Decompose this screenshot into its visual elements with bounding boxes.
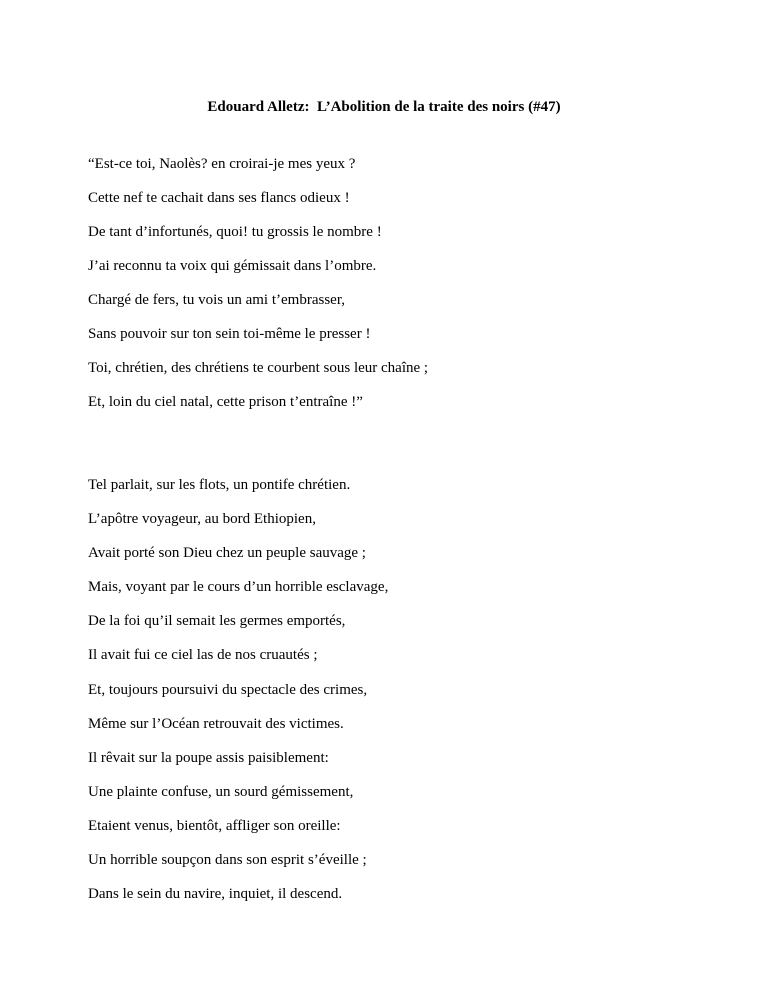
poem-line: De la foi qu’il semait les germes emportés, (88, 613, 346, 630)
poem-line: Etaient venus, bientôt, affliger son oreille: (88, 817, 341, 834)
poem-line: Mais, voyant par le cours d’un horrible esclavage, (88, 579, 389, 596)
poem-line: Un horrible soupçon dans son esprit s’éveille ; (88, 852, 367, 869)
poem-line: Avait porté son Dieu chez un peuple sauvage ; (88, 545, 366, 562)
poem-line: Une plainte confuse, un sourd gémissement, (88, 783, 354, 800)
poem-line: Cette nef te cachait dans ses flancs odieux ! (88, 190, 350, 206)
poem-line: Et, loin du ciel natal, cette prison t’entraîne !” (88, 394, 363, 410)
poem-line: Tel parlait, sur les flots, un pontife chrétien. (88, 477, 351, 493)
poem-line: De tant d’infortunés, quoi! tu grossis le nombre ! (88, 224, 382, 240)
document-title: Edouard Alletz: L’Abolition de la traite des noirs (#47) (207, 99, 561, 115)
poem-stanza-1 (88, 155, 428, 427)
poem-line: L’apôtre voyageur, au bord Ethiopien, (88, 511, 316, 528)
poem-line: Il avait fui ce ciel las de nos cruautés ; (88, 647, 318, 664)
poem-stanza-2 (88, 476, 388, 919)
poem-line: Même sur l’Océan retrouvait des victimes. (88, 715, 344, 732)
poem-line: Sans pouvoir sur ton sein toi-même le presser ! (88, 326, 371, 342)
poem-line: Dans le sein du navire, inquiet, il descend. (88, 886, 343, 903)
poem-line: Chargé de fers, tu vois un ami t’embrasser, (88, 292, 345, 308)
poem-line: Et, toujours poursuivi du spectacle des crimes, (88, 681, 368, 698)
poem-line: Toi, chrétien, des chrétiens te courbent sous leur chaîne ; (88, 360, 429, 376)
poem-line: “Est-ce toi, Naolès? en croirai-je mes yeux ? (88, 156, 356, 172)
poem-line: Il rêvait sur la poupe assis paisiblement: (88, 749, 329, 766)
poem-line: J’ai reconnu ta voix qui gémissait dans l’ombre. (88, 258, 377, 274)
